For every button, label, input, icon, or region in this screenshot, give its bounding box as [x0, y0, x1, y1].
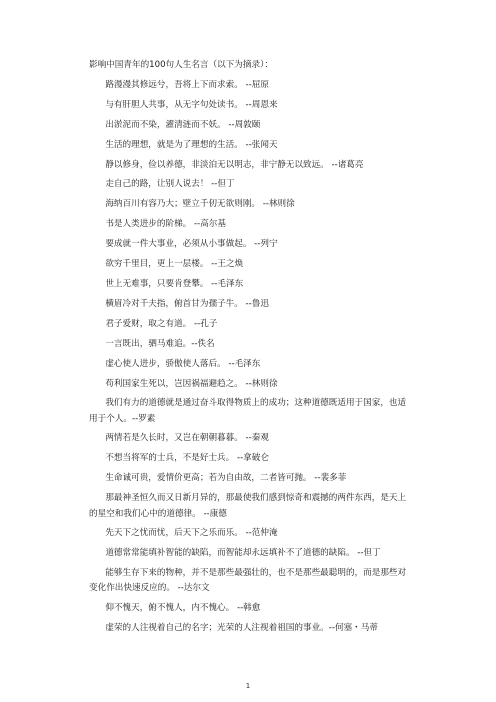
- quote-line: 海纳百川有容乃大；壁立千仞无欲则刚。 --林则徐: [105, 199, 295, 210]
- quote-line: 生活的理想，就是为了理想的生活。 --张闻天: [105, 139, 278, 150]
- quote-line: 路漫漫其修远兮，吾将上下而求索。 --屈原: [105, 79, 269, 90]
- quote-line: 与有肝胆人共事，从无字句处读书。 --周恩来: [105, 99, 278, 110]
- quote-line: 欲穷千里目，更上一层楼。 --王之焕: [105, 259, 244, 270]
- quote-line: 两情若是久长时，又岂在朝朝暮暮。 --秦观: [105, 433, 269, 444]
- quote-line: 书是人类进步的阶梯。 --高尔基: [105, 219, 226, 230]
- quote-paragraph: 能够生存下来的物种，并不是那些最强壮的，也不是那些最聪明的，而是那些对变化作出快速反应的。 --达尔文: [89, 567, 407, 594]
- quote-line: 苟利国家生死以，岂因祸福避趋之。 --林则徐: [105, 378, 278, 389]
- quote-line: 要成就一件大事业，必须从小事做起。 --列宁: [105, 239, 278, 250]
- document-heading: 影响中国青年的100句人生名言（以下为摘录）：: [89, 60, 273, 70]
- quote-line: 世上无难事，只要肯登攀。 --毛泽东: [105, 278, 244, 289]
- quote-line: 出淤泥而不染，濯清涟而不妖。 --周敦颐: [105, 119, 261, 130]
- quote-paragraph: 我们有力的道德就是通过奋斗取得物质上的成功；这种道德既适用于国家，也适用于个人。--罗素: [89, 398, 407, 424]
- quote-line: 道德常常能填补智能的缺陷，而智能却永远填补不了道德的缺陷。 --但丁: [105, 548, 381, 559]
- quote-line: 生命诚可贵，爱情价更高；若为自由故，二者皆可抛。 --裴多菲: [105, 473, 347, 484]
- quote-line: 静以修身，俭以养德，非淡泊无以明志，非宁静无以致远。 --诸葛亮: [105, 159, 364, 170]
- quote-line: 横眉冷对千夫指，俯首甘为孺子牛。 --鲁迅: [105, 298, 269, 309]
- quote-line: 一言既出，驷马难追。--佚名: [105, 338, 215, 349]
- quote-line: 君子爱财，取之有道。 --孔子: [105, 318, 218, 329]
- quote-line: 仰不愧天，俯不愧人，内不愧心。 --韩愈: [105, 602, 261, 613]
- quote-line: 先天下之忧而忧，后天下之乐而乐。 --范仲淹: [105, 528, 278, 539]
- page-number: 1: [245, 682, 251, 690]
- quote-line: 走自己的路，让别人说去！ --但丁: [105, 179, 235, 190]
- document-body: [89, 56, 407, 639]
- quote-line: 虚心使人进步，骄傲使人落后。 --毛泽东: [105, 358, 261, 369]
- quote-line: 不想当将军的士兵，不是好士兵。 --拿破仑: [105, 453, 269, 464]
- quote-paragraph: 那最神圣恒久而又日新月异的，那最使我们感到惊奇和震撼的两件东西，是天上的星空和我们心中的道德律。 --康德: [89, 493, 407, 519]
- quote-line: 虚荣的人注视着自己的名字；光荣的人注视着祖国的事业。--何塞・马蒂: [105, 622, 378, 633]
